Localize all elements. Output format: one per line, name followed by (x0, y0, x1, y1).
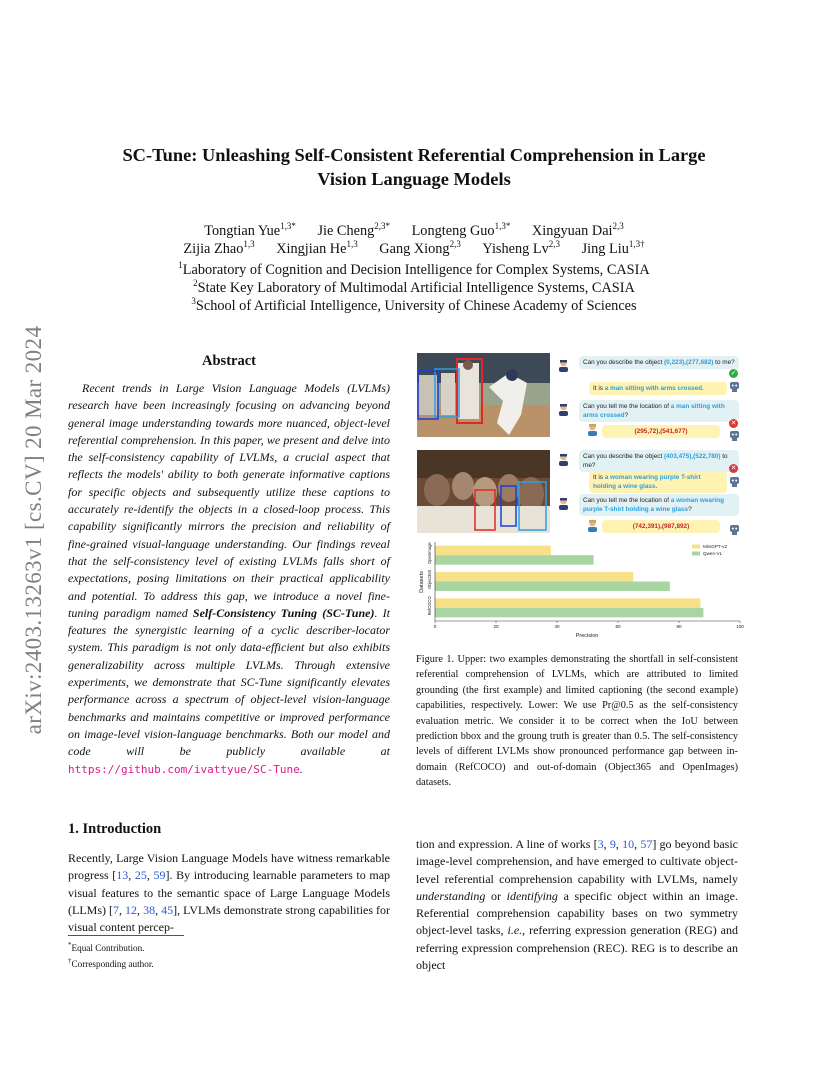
affiliation: $^2$State Key Laboratory of Multimodal Artificial Intelligence Systems, CASIA (193, 278, 635, 296)
arxiv-stamp (14, 285, 54, 775)
affiliation: $^1$Laboratory of Cognition and Decision Intelligence for Complex Systems, CASIA (178, 260, 650, 278)
citation-link[interactable]: 7 (113, 902, 120, 917)
paper-title (70, 143, 758, 191)
abstract-heading: Abstract (202, 353, 256, 369)
legend-label: MiniGPT-v2 (703, 544, 727, 549)
precision-bar-chart (417, 540, 743, 643)
author: Gang Xiong$^{2,3}$ (379, 239, 461, 257)
legend-swatch (692, 545, 700, 549)
bar-minigpt-v2-openimage (435, 546, 551, 555)
y-axis-label: Datasets (419, 571, 425, 593)
answer-bubble: (295,72),(541,677) (602, 425, 720, 438)
bar-minigpt-v2-refcoco (435, 598, 700, 607)
citation-link[interactable]: 10 (622, 837, 635, 851)
author: Jie Cheng$^{2,3*}$ (317, 221, 390, 239)
robot-icon (729, 429, 740, 441)
legend-label: Qwen-VL (703, 551, 723, 556)
abstract-text: Recent trends in Large Vision Language Models (LVLMs) research have been increasingly focusing on advancing beyond general image understanding towards more nuanced, object-level referential comprehension. In this paper, we present and delve into the self-consistency capability of LVLMs, a crucial aspect that reflects the models' ability to both generate informative captions for specific objects and subsequently utilize these captions to accurately re-identify the objects in a closed-loop process. This capability significantly mirrors the precision and reliability of fine-grained visual-language understanding. Our findings reveal that the self-consistency level of existing LVLMs falls short of expectations, posing limitations on their practical applicability and potential. To address this gap, we introduce a novel fine-tuning paradigm named Self-Consistency Tuning (SC-Tune). It features the synergistic learning of a cyclic describer-locator system. This paradigm is not only data-efficient but also exhibits generalizability across multiple LVLMs. Through extensive experiments, we demonstrate that SC-Tune significantly elevates performance across a spectrum of object-level vision-language benchmarks and maintains competitive or improved performance on image-level vision-language benchmarks. Both our model and code will be publicly available at https://github.com/ivattyue/SC-Tune. (68, 381, 390, 776)
x-tick-label: 40 (554, 624, 560, 629)
check-icon: ✓ (730, 369, 737, 377)
repo-link[interactable]: https://github.com/ivattyue/SC-Tune (68, 762, 300, 776)
answer-bubble: It is a woman wearing purple T-shirt holding a wine glass. (589, 471, 727, 493)
person-icon (558, 359, 569, 372)
robot-icon (729, 523, 740, 535)
author: Jing Liu$^{1,3\dagger}$ (581, 239, 645, 257)
x-tick-label: 60 (615, 624, 621, 629)
citation-link[interactable]: 59 (153, 868, 166, 883)
method-name: Self-Consistency Tuning (SC-Tune) (192, 605, 375, 620)
author: Xingjian He$^{1,3}$ (276, 239, 358, 257)
question-bubble: Can you describe the object (403,475),(522,780) to me? (579, 450, 739, 472)
citation-link[interactable]: 38 (143, 902, 156, 917)
arxiv-stamp-text: arXiv:2403.13263v1 [cs.CV] 20 Mar 2024 (21, 325, 46, 735)
person-icon (587, 423, 598, 436)
cross-icon: ✕ (730, 464, 737, 472)
bar-minigpt-v2-object365 (435, 572, 633, 581)
y-tick-label: Object365 (427, 569, 432, 590)
x-tick-label: 100 (736, 624, 744, 629)
right-column-text: tion and expression. A line of works [3, 9, 10, 57] go beyond basic image-level comprehension, and have emerged to cultivate object-level referential comprehension capability with LVLMs, namely understanding or identifying a specific object within an image. Referential comprehension capability bases on two symmetry object-level tasks, i.e., referring expression generation (REG) and referring expression comprehension (REC). REG is to describe an object (416, 837, 738, 973)
authors-line-1 (70, 221, 758, 240)
answer-bubble: It is a man sitting with arms crossed. (589, 382, 727, 395)
footnote-divider (68, 935, 184, 936)
citation-link[interactable]: 45 (161, 902, 174, 917)
x-tick-label: 20 (493, 624, 499, 629)
chart-legend (692, 544, 727, 556)
question-bubble: Can you tell me the location of a man sitting with arms crossed? (579, 400, 739, 422)
x-tick-label: 80 (676, 624, 682, 629)
citation-link[interactable]: 12 (125, 902, 138, 917)
author: Tongtian Yue$^{1,3*}$ (204, 221, 296, 239)
cross-icon: ✕ (730, 419, 737, 427)
footnotes (68, 939, 154, 971)
x-tick-label: 0 (433, 624, 437, 629)
author: Zijia Zhao$^{1,3}$ (183, 239, 255, 257)
footnote: *Equal Contribution. (68, 941, 145, 954)
bar-qwen-vl-openimage (435, 555, 594, 564)
intro-text: Recently, Large Vision Language Models have witness remarkable progress [13, 25, 59]. By introducing learnable parameters to map visual features to the semantic space of Large Language Models (LLMs) [7, 12, 38, 45], LVLMs demonstrate strong capabilities for visual content percep- (68, 851, 391, 935)
legend-swatch (692, 552, 700, 556)
citation-link[interactable]: 13 (116, 868, 129, 883)
person-icon (558, 403, 569, 416)
figure-caption: Figure 1. Upper: two examples demonstrating the shortfall in self-consistent referential comprehension of LVLMs, which are attributed to limited grounding (the first example) and limited captioning (the second example) capabilities, respectively. Lower: We use Pr@0.5 as the self-consistency evaluation metric. We consider it to be correct when the IoU between prediction bbox and the groung truth is greater than 0.5. The self-consistency levels of different LVLMs show pronounced performance gap between in-domain (RefCOCO) and out-of-domain (Object365 and OpenImages) datasets. (416, 654, 738, 789)
robot-icon (729, 475, 740, 487)
citation-link[interactable]: 25 (134, 868, 147, 883)
question-bubble: Can you tell me the location of a woman wearing purple T-shirt holding a wine glass? (579, 494, 739, 516)
footnote: †Corresponding author. (68, 957, 154, 970)
citation-link[interactable]: 57 (640, 837, 653, 851)
citation-link[interactable]: 9 (609, 837, 616, 851)
y-tick-label: OpenImage (427, 542, 432, 565)
person-icon (558, 453, 569, 466)
answer-bubble: (742,391),(987,892) (602, 520, 720, 533)
author: Longteng Guo$^{1,3*}$ (411, 221, 511, 239)
bar-qwen-vl-object365 (435, 582, 670, 591)
title-line-2: Vision Language Models (317, 169, 511, 189)
citation-link[interactable]: 3 (597, 837, 604, 851)
author: Yisheng Lv$^{2,3}$ (482, 239, 560, 257)
authors-line-2 (70, 239, 758, 258)
robot-icon (729, 380, 740, 392)
question-bubble: Can you describe the object (0,223),(277,682) to me? (579, 356, 739, 369)
person-icon (558, 497, 569, 510)
intro-heading: 1. Introduction (68, 821, 162, 837)
dinner-photo (417, 450, 550, 533)
affiliation: $^3$School of Artificial Intelligence, University of Chinese Academy of Sciences (191, 296, 637, 314)
title-line-1: SC-Tune: Unleashing Self-Consistent Referential Comprehension in Large (122, 145, 706, 165)
bar-qwen-vl-refcoco (435, 608, 703, 617)
x-axis-label: Precision (575, 633, 599, 639)
figure-1 (417, 353, 743, 643)
person-icon (587, 519, 598, 532)
y-tick-label: RefCOCO (427, 596, 432, 616)
baseball-photo (417, 353, 550, 437)
author: Xingyuan Dai$^{2,3}$ (531, 221, 624, 239)
